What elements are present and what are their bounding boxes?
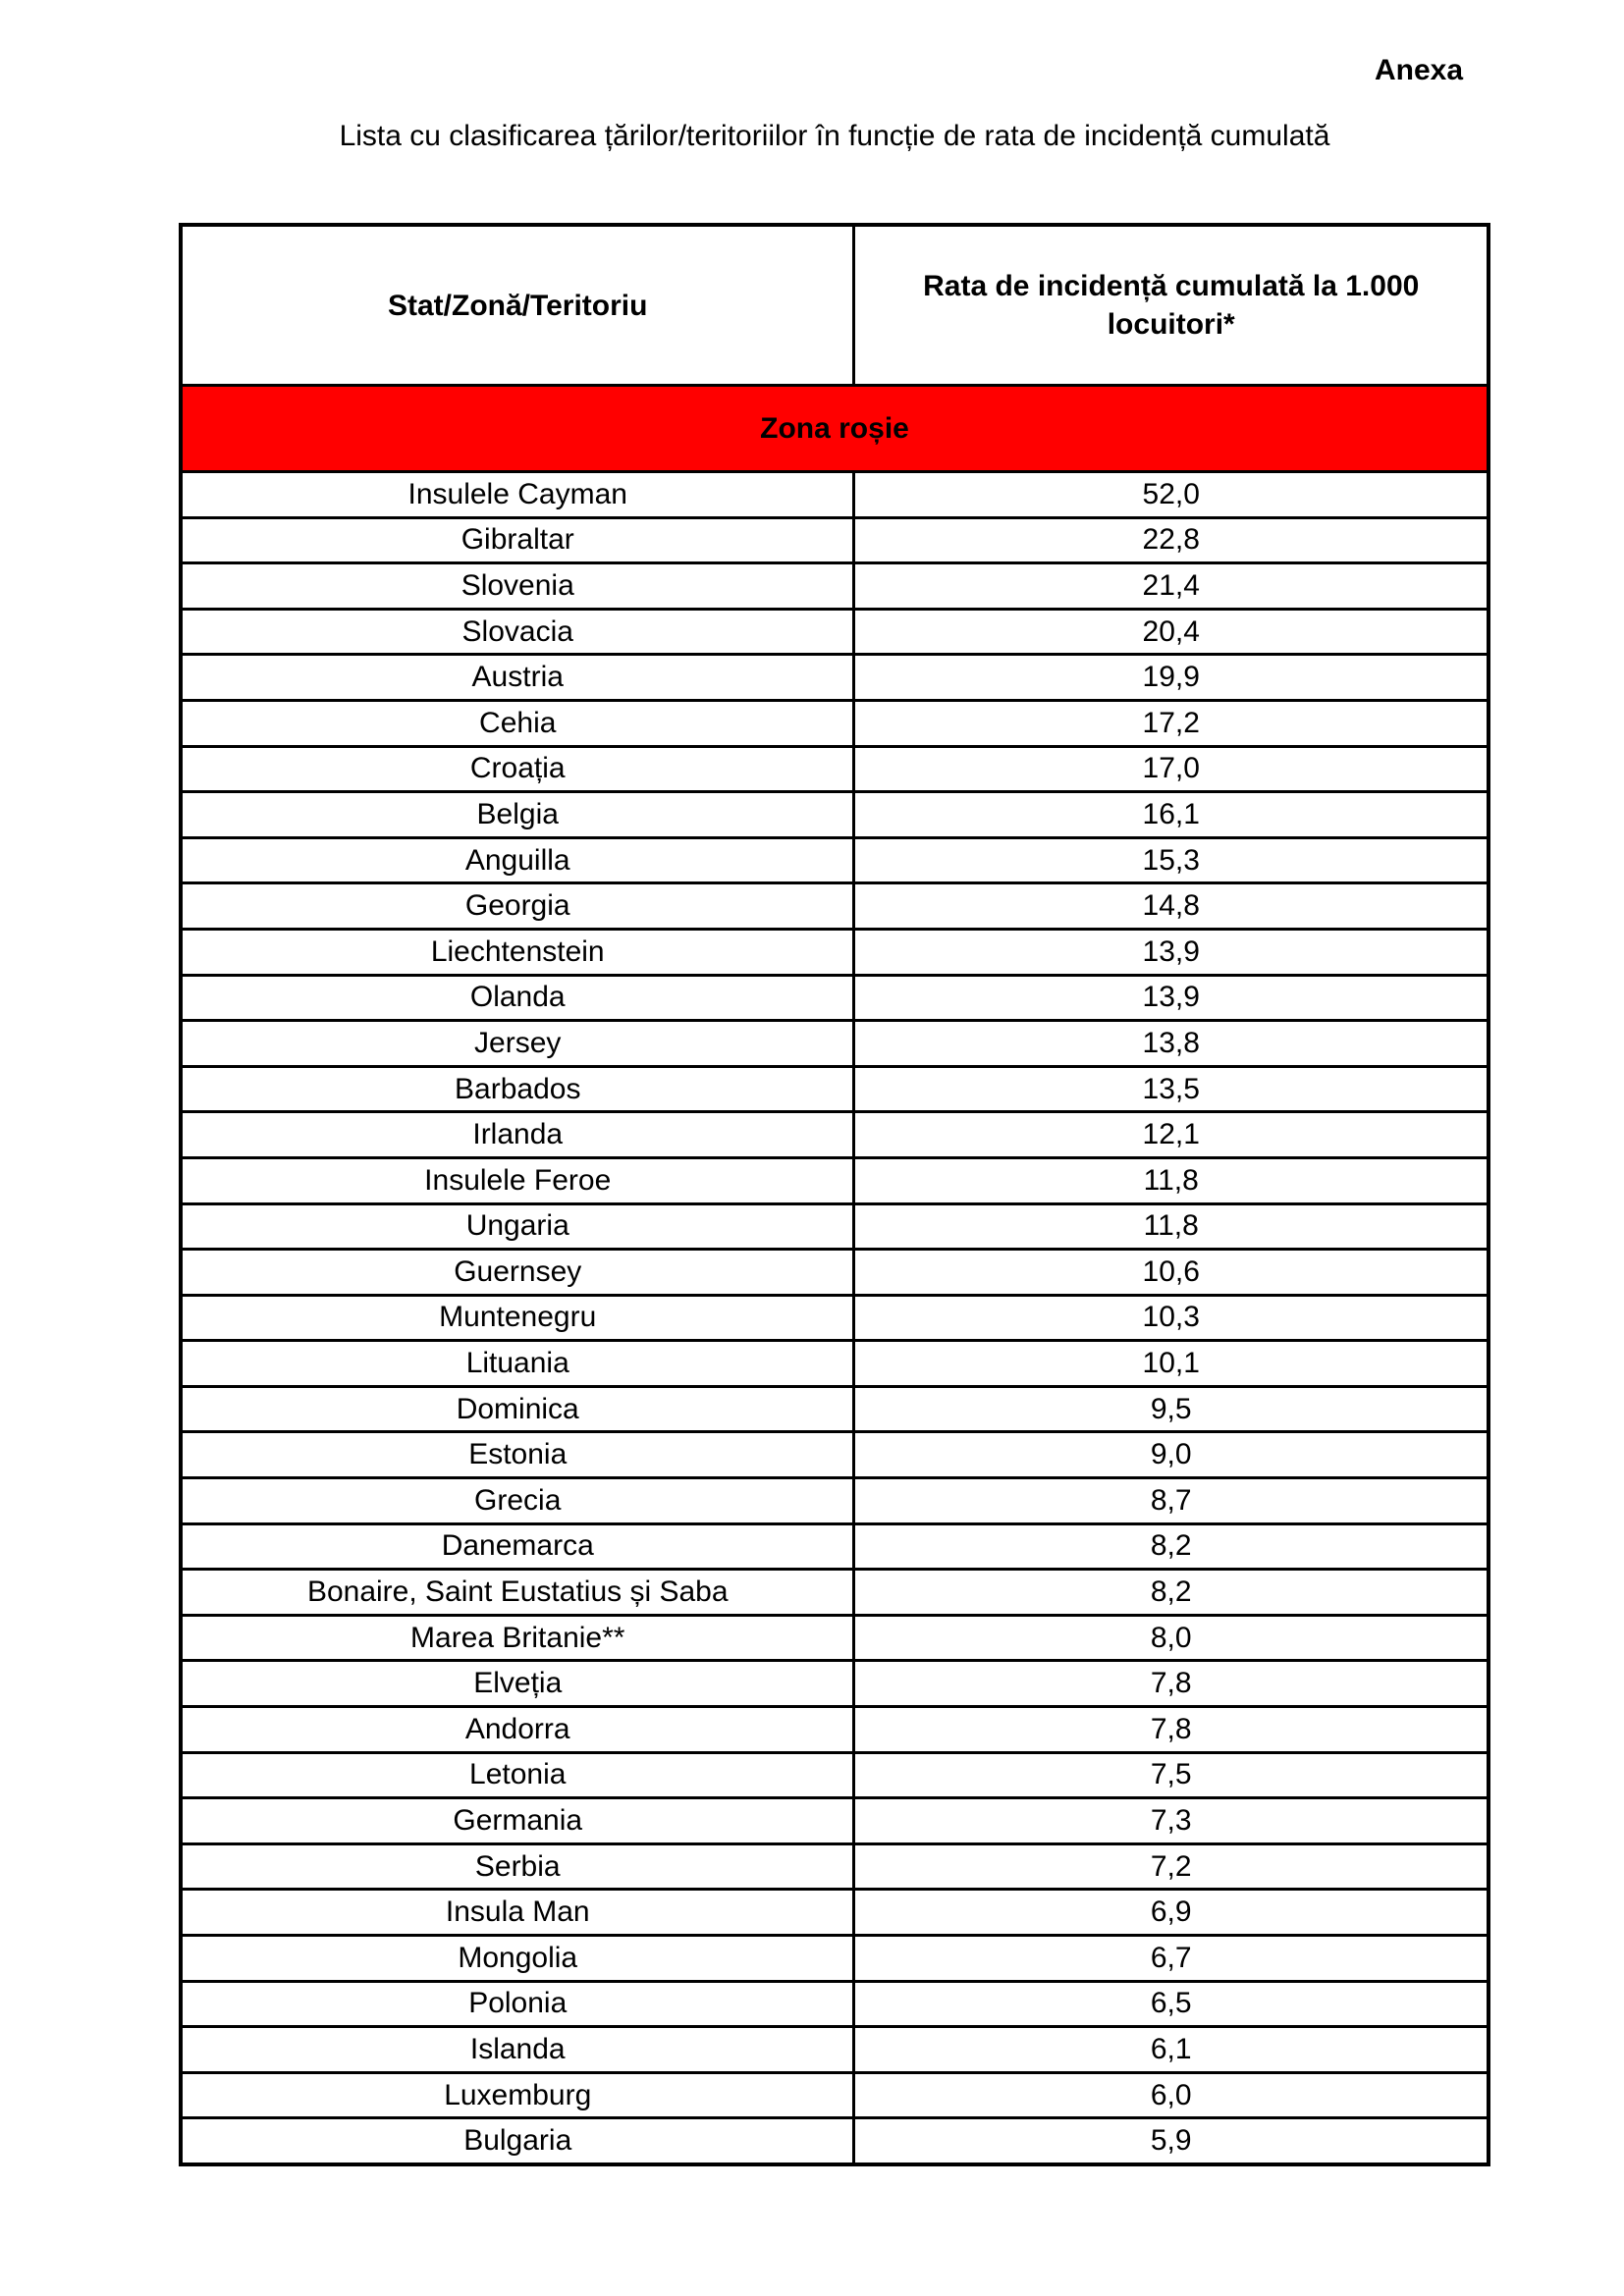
country-cell: Jersey xyxy=(181,1021,854,1067)
rate-cell: 21,4 xyxy=(854,563,1489,610)
incidence-table xyxy=(179,223,1490,2166)
country-cell: Insulele Cayman xyxy=(181,472,854,518)
table-row xyxy=(181,792,1489,838)
table-row xyxy=(181,2118,1489,2164)
table-body xyxy=(181,472,1489,2164)
rate-cell: 13,8 xyxy=(854,1021,1489,1067)
rate-cell: 13,9 xyxy=(854,929,1489,975)
table-row xyxy=(181,1661,1489,1707)
table-row xyxy=(181,1615,1489,1661)
table-row xyxy=(181,1295,1489,1341)
rate-cell: 15,3 xyxy=(854,837,1489,883)
country-cell: Slovenia xyxy=(181,563,854,610)
table-row xyxy=(181,1112,1489,1158)
rate-cell: 6,9 xyxy=(854,1890,1489,1936)
rate-cell: 7,8 xyxy=(854,1661,1489,1707)
table-row xyxy=(181,1341,1489,1387)
table-row xyxy=(181,1981,1489,2027)
rate-cell: 10,6 xyxy=(854,1250,1489,1296)
rate-cell: 6,5 xyxy=(854,1981,1489,2027)
table-row xyxy=(181,1250,1489,1296)
table-row xyxy=(181,1890,1489,1936)
country-cell: Irlanda xyxy=(181,1112,854,1158)
table-row xyxy=(181,1386,1489,1432)
country-cell: Gibraltar xyxy=(181,517,854,563)
rate-cell: 9,5 xyxy=(854,1386,1489,1432)
table-row xyxy=(181,1523,1489,1570)
rate-cell: 12,1 xyxy=(854,1112,1489,1158)
country-cell: Danemarca xyxy=(181,1523,854,1570)
table-row xyxy=(181,1021,1489,1067)
table-row xyxy=(181,655,1489,701)
rate-cell: 10,3 xyxy=(854,1295,1489,1341)
table-row xyxy=(181,2072,1489,2118)
table-row xyxy=(181,929,1489,975)
rate-cell: 16,1 xyxy=(854,792,1489,838)
table-row xyxy=(181,517,1489,563)
rate-cell: 13,9 xyxy=(854,975,1489,1021)
country-cell: Grecia xyxy=(181,1478,854,1524)
country-cell: Letonia xyxy=(181,1752,854,1798)
country-cell: Estonia xyxy=(181,1432,854,1478)
annex-label-row xyxy=(0,0,1463,88)
rate-cell: 6,7 xyxy=(854,1936,1489,1982)
rate-cell: 6,0 xyxy=(854,2072,1489,2118)
rate-cell: 8,0 xyxy=(854,1615,1489,1661)
rate-cell: 8,2 xyxy=(854,1570,1489,1616)
table-header-row xyxy=(181,225,1489,386)
table-row xyxy=(181,1752,1489,1798)
rate-cell: 10,1 xyxy=(854,1341,1489,1387)
annex-label: Anexa xyxy=(1374,54,1463,86)
country-cell: Olanda xyxy=(181,975,854,1021)
rate-cell: 7,5 xyxy=(854,1752,1489,1798)
country-cell: Slovacia xyxy=(181,609,854,655)
rate-cell: 11,8 xyxy=(854,1157,1489,1203)
zone-banner: Zona roșie xyxy=(181,386,1489,472)
rate-cell: 20,4 xyxy=(854,609,1489,655)
country-cell: Marea Britanie** xyxy=(181,1615,854,1661)
table-row xyxy=(181,563,1489,610)
table-row xyxy=(181,1157,1489,1203)
rate-cell: 8,7 xyxy=(854,1478,1489,1524)
country-cell: Liechtenstein xyxy=(181,929,854,975)
rate-cell: 52,0 xyxy=(854,472,1489,518)
page-title: Lista cu clasificarea țărilor/teritoriilor în funcție de rata de incidență cumulată xyxy=(339,120,1330,152)
table-row xyxy=(181,1570,1489,1616)
rate-cell: 7,3 xyxy=(854,1798,1489,1844)
country-cell: Muntenegru xyxy=(181,1295,854,1341)
rate-cell: 17,2 xyxy=(854,700,1489,746)
rate-cell: 22,8 xyxy=(854,517,1489,563)
rate-cell: 7,2 xyxy=(854,1843,1489,1890)
country-cell: Elveția xyxy=(181,1661,854,1707)
rate-cell: 13,5 xyxy=(854,1066,1489,1112)
country-cell: Georgia xyxy=(181,883,854,930)
table-row xyxy=(181,700,1489,746)
rate-cell: 19,9 xyxy=(854,655,1489,701)
country-cell: Mongolia xyxy=(181,1936,854,1982)
country-cell: Bonaire, Saint Eustatius și Saba xyxy=(181,1570,854,1616)
table-row xyxy=(181,746,1489,792)
country-cell: Andorra xyxy=(181,1707,854,1753)
rate-cell: 7,8 xyxy=(854,1707,1489,1753)
country-cell: Luxemburg xyxy=(181,2072,854,2118)
table-row xyxy=(181,1203,1489,1250)
country-cell: Serbia xyxy=(181,1843,854,1890)
country-cell: Belgia xyxy=(181,792,854,838)
table-row xyxy=(181,1843,1489,1890)
table-row xyxy=(181,2027,1489,2073)
table-row xyxy=(181,472,1489,518)
rate-cell: 5,9 xyxy=(854,2118,1489,2164)
country-cell: Insulele Feroe xyxy=(181,1157,854,1203)
table-row xyxy=(181,975,1489,1021)
table-row xyxy=(181,1066,1489,1112)
table-row xyxy=(181,1478,1489,1524)
country-cell: Croația xyxy=(181,746,854,792)
country-cell: Ungaria xyxy=(181,1203,854,1250)
country-cell: Anguilla xyxy=(181,837,854,883)
rate-cell: 11,8 xyxy=(854,1203,1489,1250)
rate-cell: 9,0 xyxy=(854,1432,1489,1478)
country-cell: Polonia xyxy=(181,1981,854,2027)
country-cell: Cehia xyxy=(181,700,854,746)
country-cell: Bulgaria xyxy=(181,2118,854,2164)
table-row xyxy=(181,1798,1489,1844)
column-header-state: Stat/Zonă/Teritoriu xyxy=(181,225,854,386)
table-row xyxy=(181,1707,1489,1753)
table-row xyxy=(181,609,1489,655)
country-cell: Insula Man xyxy=(181,1890,854,1936)
table-row xyxy=(181,1432,1489,1478)
table-row xyxy=(181,837,1489,883)
country-cell: Dominica xyxy=(181,1386,854,1432)
zone-banner-row xyxy=(181,386,1489,472)
table-row xyxy=(181,1936,1489,1982)
table-row xyxy=(181,883,1489,930)
country-cell: Guernsey xyxy=(181,1250,854,1296)
column-header-rate: Rata de incidență cumulată la 1.000 locuitori* xyxy=(854,225,1489,386)
rate-cell: 8,2 xyxy=(854,1523,1489,1570)
country-cell: Islanda xyxy=(181,2027,854,2073)
rate-cell: 14,8 xyxy=(854,883,1489,930)
country-cell: Barbados xyxy=(181,1066,854,1112)
rate-cell: 17,0 xyxy=(854,746,1489,792)
country-cell: Germania xyxy=(181,1798,854,1844)
country-cell: Lituania xyxy=(181,1341,854,1387)
country-cell: Austria xyxy=(181,655,854,701)
rate-cell: 6,1 xyxy=(854,2027,1489,2073)
